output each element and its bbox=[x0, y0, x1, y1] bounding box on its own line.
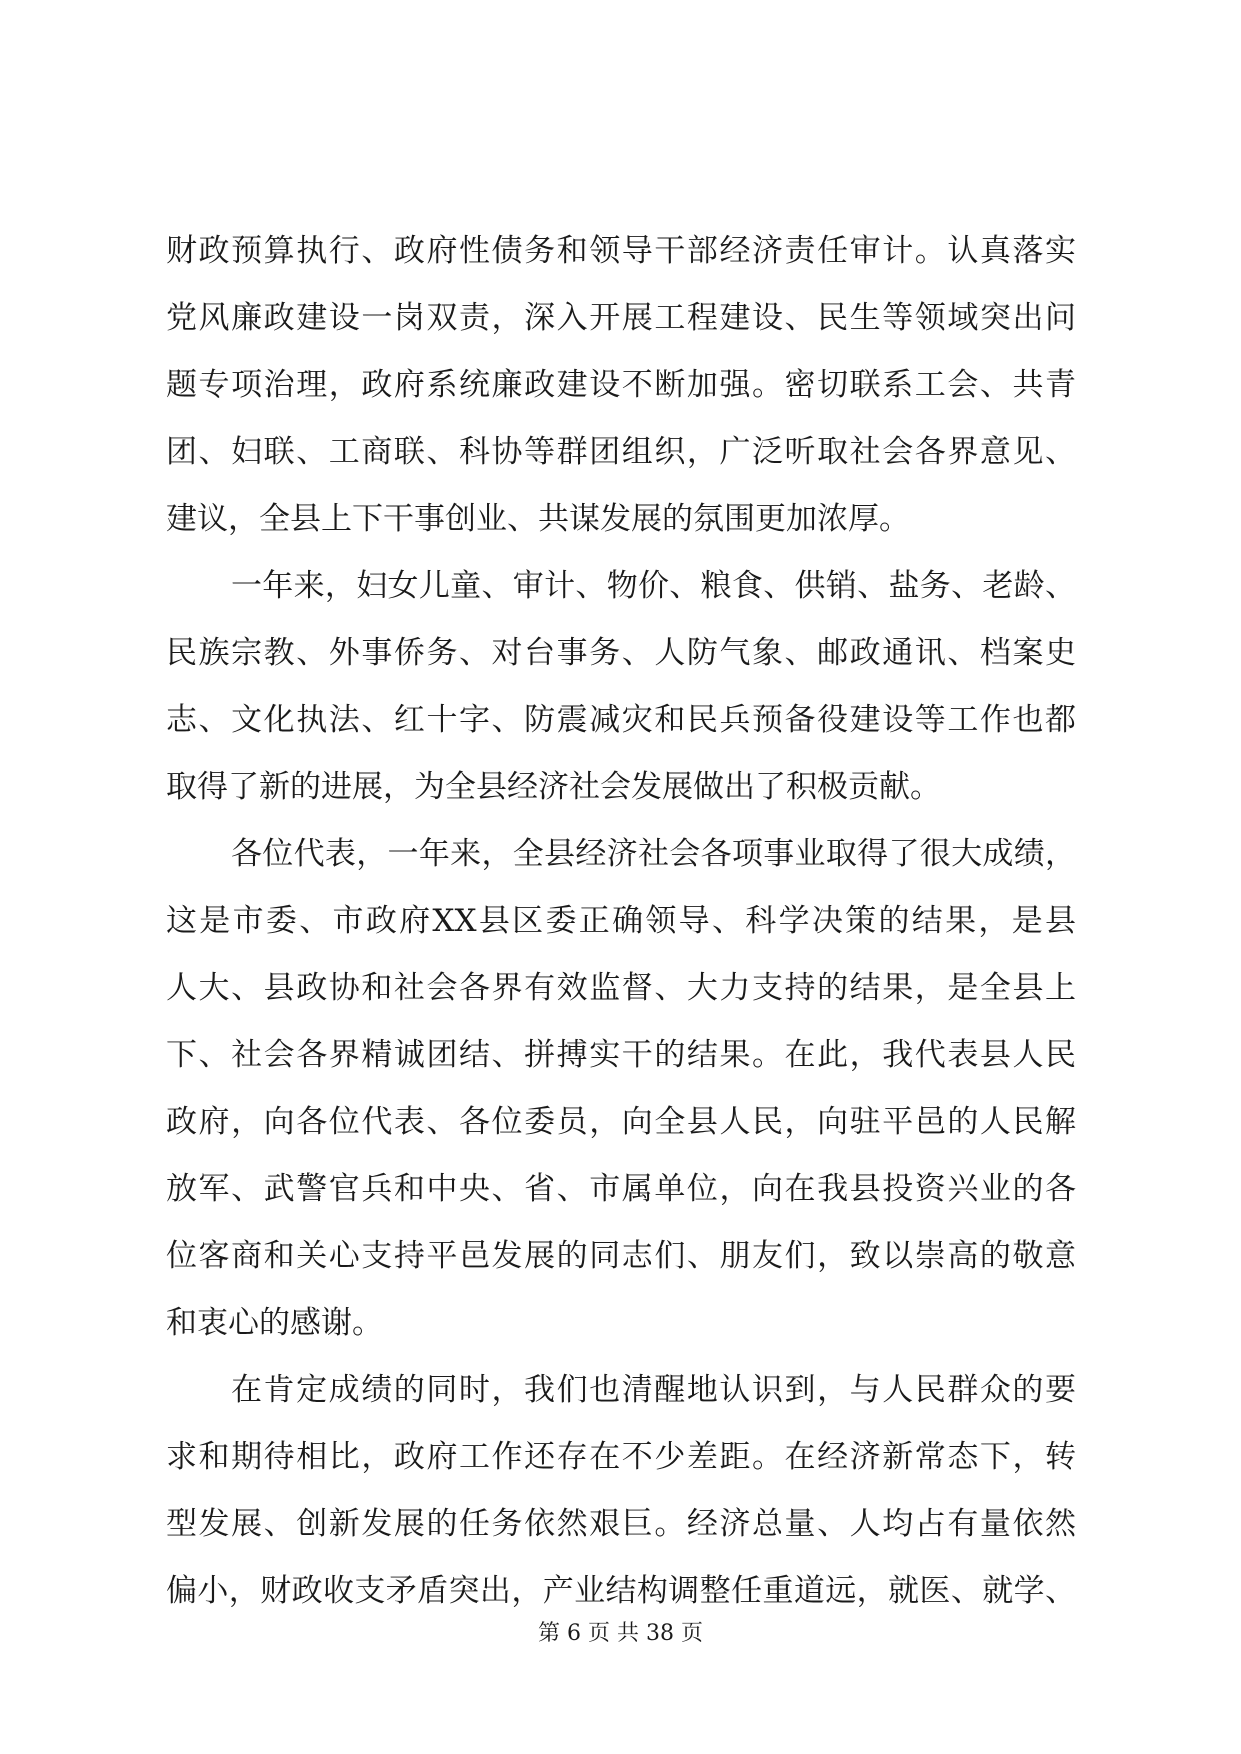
text-line-content: 位客商和关心支持平邑发展的同志们、朋友们，致以崇高的敬意 bbox=[166, 1238, 1076, 1274]
text-line bbox=[166, 233, 1076, 300]
text-line bbox=[166, 1037, 1076, 1104]
text-line-content: 在肯定成绩的同时，我们也清醒地认识到，与人民群众的要 bbox=[231, 1372, 1076, 1408]
text-line-content: 下、社会各界精诚团结、拼搏实干的结果。在此，我代表县人民 bbox=[166, 1037, 1076, 1073]
text-line bbox=[166, 1372, 1076, 1439]
text-line-content: 党风廉政建设一岗双责，深入开展工程建设、民生等领域突出问 bbox=[166, 300, 1076, 336]
document-body bbox=[166, 233, 1076, 1640]
text-line bbox=[166, 1506, 1076, 1573]
text-line bbox=[166, 1171, 1076, 1238]
text-line bbox=[166, 1305, 1076, 1372]
text-line-content: 财政预算执行、政府性债务和领导干部经济责任审计。认真落实 bbox=[166, 233, 1076, 269]
text-line bbox=[166, 434, 1076, 501]
text-line-content: 放军、武警官兵和中央、省、市属单位，向在我县投资兴业的各 bbox=[166, 1171, 1076, 1207]
text-line-content: 取得了新的进展，为全县经济社会发展做出了积极贡献。 bbox=[166, 769, 941, 805]
text-line bbox=[166, 568, 1076, 635]
text-line bbox=[166, 1439, 1076, 1506]
text-line bbox=[166, 501, 1076, 568]
text-line-content: 政府，向各位代表、各位委员，向全县人民，向驻平邑的人民解 bbox=[166, 1104, 1076, 1140]
text-line bbox=[166, 702, 1076, 769]
text-line-content: 这是市委、市政府XX县区委正确领导、科学决策的结果，是县 bbox=[166, 903, 1076, 939]
text-line bbox=[166, 1238, 1076, 1305]
text-line-content: 偏小，财政收支矛盾突出，产业结构调整任重道远，就医、就学、 bbox=[166, 1573, 1076, 1609]
text-line bbox=[166, 970, 1076, 1037]
text-line-content: 求和期待相比，政府工作还存在不少差距。在经济新常态下，转 bbox=[166, 1439, 1076, 1475]
text-line-content: 建议，全县上下干事创业、共谋发展的氛围更加浓厚。 bbox=[166, 501, 910, 537]
text-line-content: 型发展、创新发展的任务依然艰巨。经济总量、人均占有量依然 bbox=[166, 1506, 1076, 1542]
text-line bbox=[166, 836, 1076, 903]
text-line-content: 团、妇联、工商联、科协等群团组织，广泛听取社会各界意见、 bbox=[166, 434, 1076, 470]
text-line bbox=[166, 903, 1076, 970]
text-line bbox=[166, 367, 1076, 434]
text-line bbox=[166, 769, 1076, 836]
text-line-content: 和衷心的感谢。 bbox=[166, 1305, 383, 1341]
text-line-content: 各位代表，一年来，全县经济社会各项事业取得了很大成绩， bbox=[231, 836, 1076, 872]
text-line bbox=[166, 300, 1076, 367]
text-line-content: 民族宗教、外事侨务、对台事务、人防气象、邮政通讯、档案史 bbox=[166, 635, 1076, 671]
text-line-content: 题专项治理，政府系统廉政建设不断加强。密切联系工会、共青 bbox=[166, 367, 1076, 403]
text-line bbox=[166, 635, 1076, 702]
text-line-content: 一年来，妇女儿童、审计、物价、粮食、供销、盐务、老龄、 bbox=[231, 568, 1076, 604]
page-footer: 第 6 页 共 38 页 bbox=[538, 1621, 703, 1646]
text-line-content: 志、文化执法、红十字、防震减灾和民兵预备役建设等工作也都 bbox=[166, 702, 1076, 738]
text-line bbox=[166, 1104, 1076, 1171]
text-line-content: 人大、县政协和社会各界有效监督、大力支持的结果，是全县上 bbox=[166, 970, 1076, 1006]
